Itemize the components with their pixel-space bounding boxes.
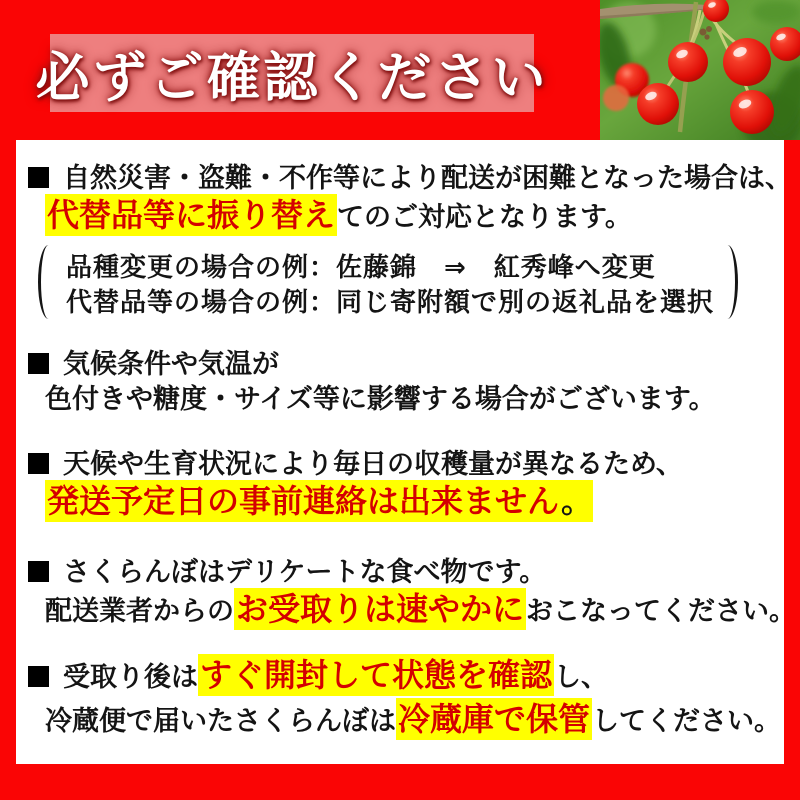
notice-3-line-1: [28, 448, 683, 481]
right-bracket: [717, 245, 738, 319]
highlighted-text-dark: 。: [561, 480, 593, 522]
notice-text: てのご対応となります。: [337, 202, 632, 232]
cherries-illustration: [600, 0, 800, 140]
bullet-square-icon: [28, 353, 49, 374]
notice-text: さくらんぼはデリケートな食べ物です。: [63, 557, 547, 587]
notice-2-line-2: [45, 383, 716, 416]
notice-text: 配送業者からの: [45, 596, 234, 626]
example-line-substitute: 代替品等の場合の例：同じ寄附額で別の返礼品を選択: [66, 287, 715, 317]
example-box: [38, 242, 738, 324]
highlighted-text: お受取りは速やかに: [234, 588, 526, 630]
title-banner: [35, 34, 549, 112]
notice-text: 自然災害・盗難・不作等により配送が困難となった場合は、: [63, 163, 792, 193]
bullet-square-icon: [28, 167, 49, 188]
notice-text: してください。: [592, 706, 782, 736]
bullet-square-icon: [28, 666, 49, 687]
notice-4-line-1: [28, 556, 546, 589]
notice-1-line-1: [28, 162, 792, 195]
notice-5-line-1: [28, 656, 608, 695]
notice-2-line-1: [28, 348, 279, 381]
notice-5-line-2: [45, 700, 781, 739]
notice-text: 気候条件や気温が: [63, 349, 279, 379]
highlighted-text: 発送予定日の事前連絡は出来ません: [45, 480, 561, 522]
notice-text: 色付きや糖度・サイズ等に影響する場合がございます。: [45, 384, 716, 414]
bullet-square-icon: [28, 561, 49, 582]
highlighted-text: すぐ開封して状態を確認: [198, 654, 554, 696]
notice-text: し、: [554, 662, 609, 692]
example-line-variety-change: 品種変更の場合の例：佐藤錦 ⇒ 紅秀峰へ変更: [66, 252, 656, 282]
notice-text: 冷蔵便で届いたさくらんぼは: [45, 706, 396, 736]
bullet-square-icon: [28, 453, 49, 474]
page-title: 必ずご確認ください: [35, 47, 549, 108]
cherry-photo: [600, 0, 800, 140]
notice-text: 受取り後は: [63, 662, 198, 692]
notice-text: 天候や生育状況により毎日の収穫量が異なるため、: [63, 449, 683, 479]
notice-3-line-2: [45, 482, 593, 521]
notice-text: おこなってください。: [526, 596, 797, 626]
notice-1-line-2: [45, 196, 632, 235]
left-bracket: [38, 245, 59, 319]
highlighted-text: 代替品等に振り替え: [45, 194, 337, 236]
notice-4-line-2: [45, 590, 796, 629]
content-panel: [16, 140, 797, 764]
highlighted-text: 冷蔵庫で保管: [396, 698, 592, 740]
